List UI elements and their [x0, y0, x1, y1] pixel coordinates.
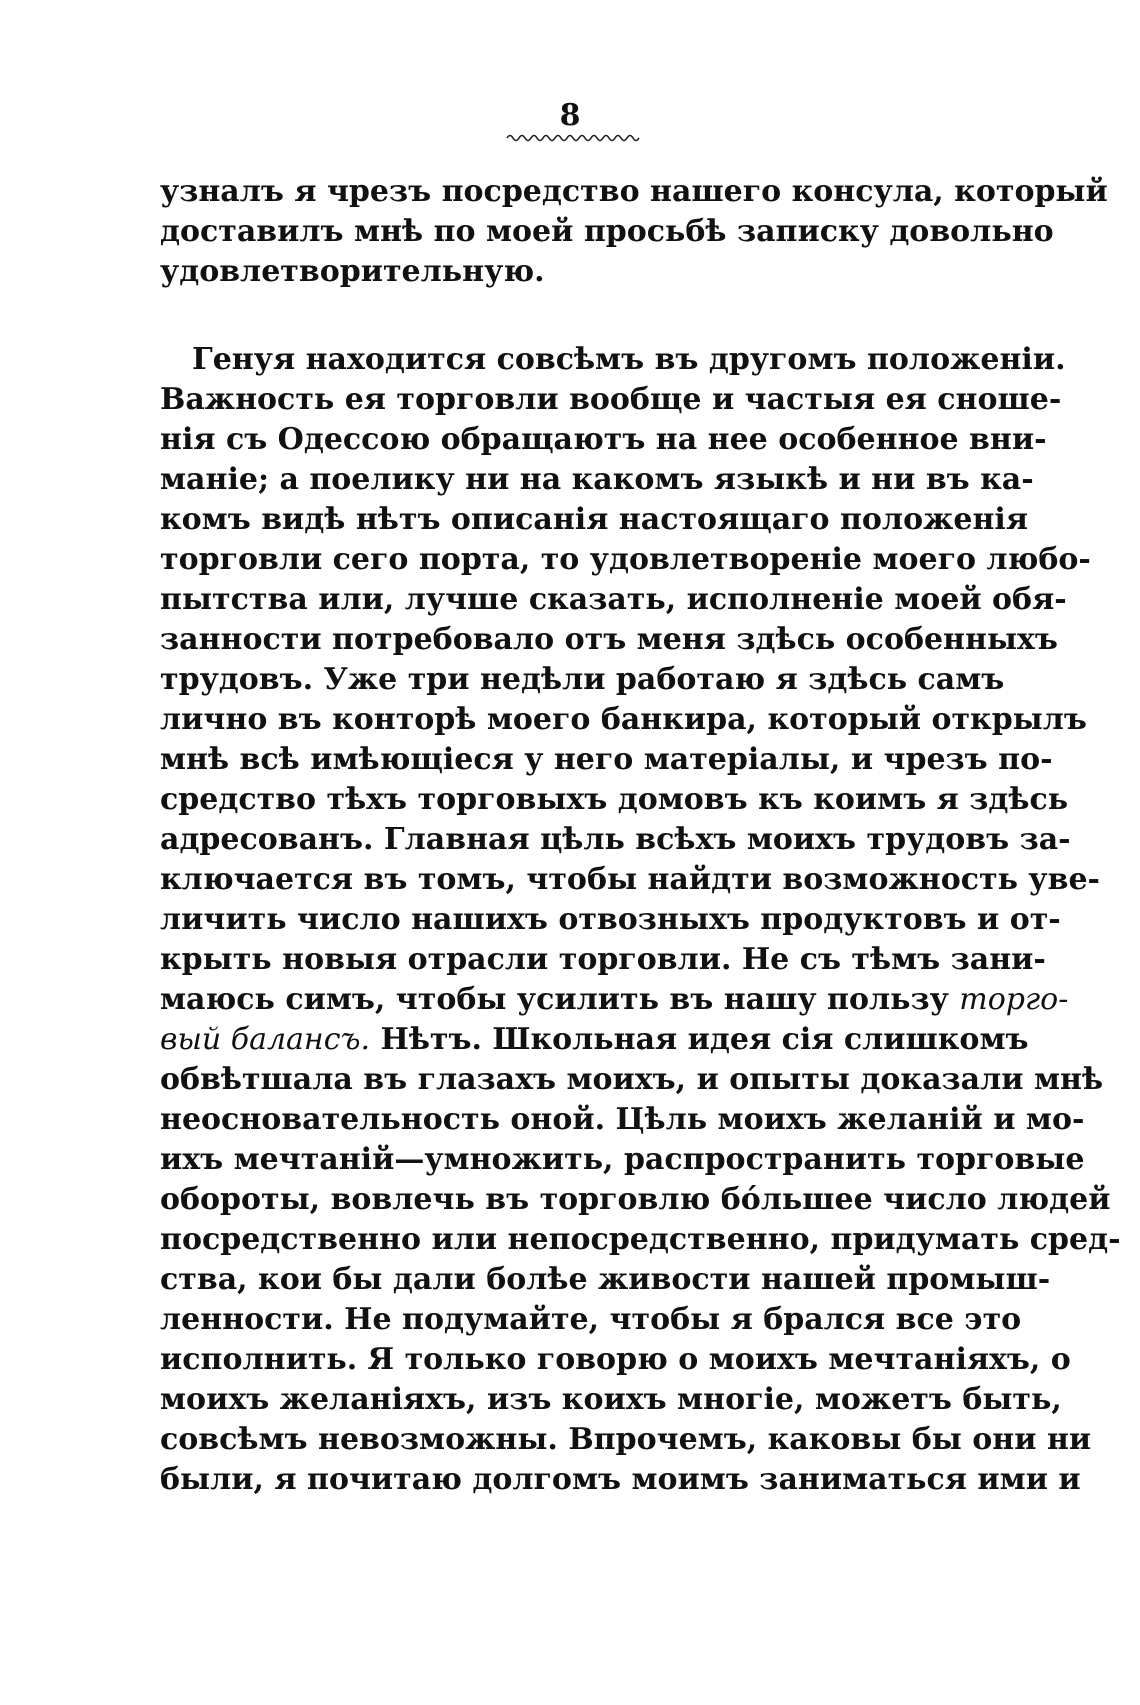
- text-line: адресованъ. Главная цѣль всѣхъ моихъ трудовъ за-: [160, 822, 1071, 857]
- text-line: маніе; а поелику ни на какомъ языкѣ и ни въ ка-: [160, 462, 1034, 497]
- text-line: занности потребовало отъ меня здѣсь особенныхъ: [160, 622, 1058, 657]
- wavy-line: [507, 136, 639, 141]
- text-line: доставилъ мнѣ по моей просьбѣ записку довольно: [160, 214, 1054, 249]
- text-line: совсѣмъ невозможны. Впрочемъ, каковы бы они ни: [160, 1422, 1092, 1457]
- italic-term: вый балансъ.: [160, 1022, 371, 1057]
- text-line: моихъ желаніяхъ, изъ коихъ многіе, можетъ быть,: [160, 1382, 1062, 1417]
- text-line: нія съ Одессою обращаютъ на нее особенное вни-: [160, 422, 1047, 457]
- text-segment: маюсь симъ, чтобы усилить въ нашу пользу: [160, 982, 949, 1017]
- text-line: обвѣтшала въ глазахъ моихъ, и опыты доказали мнѣ: [160, 1062, 1104, 1097]
- text-segment: Нѣтъ. Школьная идея сія слишкомъ: [380, 1022, 1029, 1057]
- text-line: Генуя находится совсѣмъ въ другомъ положеніи.: [192, 342, 1066, 377]
- text-line: ства, кои бы дали болѣе живости нашей промыш-: [160, 1262, 1051, 1297]
- body-text: [160, 172, 1121, 1500]
- paragraph-2: [160, 340, 1121, 1500]
- text-line: лично въ конторѣ моего банкира, который открылъ: [160, 702, 1087, 737]
- text-line: трудовъ. Уже три недѣли работаю я здѣсь самъ: [160, 662, 1005, 697]
- text-line: ключается въ томъ, чтобы найдти возможность уве-: [160, 862, 1100, 897]
- ornament-wavy-rule: [505, 132, 645, 144]
- text-line: средство тѣхъ торговыхъ домовъ къ коимъ я здѣсь: [160, 782, 1069, 817]
- text-line: крыть новыя отрасли торговли. Не съ тѣмъ зани-: [160, 942, 1046, 977]
- text-line-with-italic: [160, 1020, 1029, 1060]
- text-line: неосновательность оной. Цѣль моихъ желаній и мо-: [160, 1102, 1085, 1137]
- text-line: комъ видѣ нѣтъ описанія настоящаго положенія: [160, 502, 1028, 537]
- text-line: исполнить. Я только говорю о моихъ мечтаніяхъ, о: [160, 1342, 1071, 1377]
- page-number: 8: [559, 98, 581, 133]
- text-line: пытства или, лучше сказать, исполненіе моей обя-: [160, 582, 1067, 617]
- paragraph-spacer: [160, 292, 990, 340]
- text-line: личить число нашихъ отвозныхъ продуктовъ и от-: [160, 902, 1061, 937]
- text-line: торговли сего порта, то удовлетвореніе моего любо-: [160, 542, 1091, 577]
- text-line: удовлетворительную.: [160, 254, 545, 289]
- text-line: мнѣ всѣ имѣющіеся у него матеріалы, и чрезъ по-: [160, 742, 1053, 777]
- text-line: обороты, вовлечь въ торговлю бóльшее число людей: [160, 1182, 1111, 1217]
- text-line: Важность ея торговли вообще и частыя ея сноше-: [160, 382, 1062, 417]
- text-line: узналъ я чрезъ посредство нашего консула, который: [160, 174, 1108, 209]
- text-line: ихъ мечтаній—умножить, распространить торговые: [160, 1142, 1085, 1177]
- text-line: были, я почитаю долгомъ моимъ заниматься ими и: [160, 1462, 1081, 1497]
- text-line-with-italic: [160, 980, 1069, 1020]
- text-line: ленности. Не подумайте, чтобы я брался все это: [160, 1302, 1022, 1337]
- text-line: посредственно или непосредственно, придумать сред-: [160, 1222, 1121, 1257]
- paragraph-1: [160, 172, 1108, 292]
- italic-term: торго-: [959, 982, 1069, 1017]
